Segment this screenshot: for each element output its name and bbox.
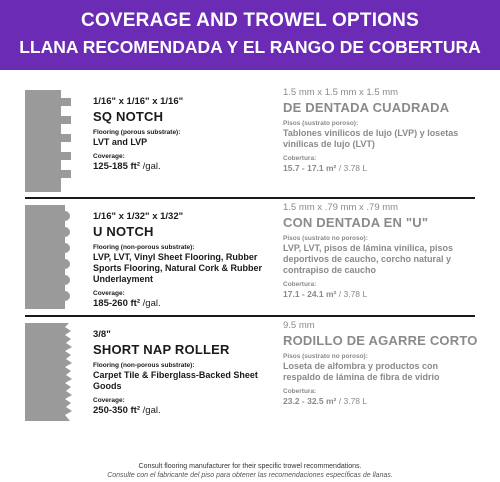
flooring-value-es: LVP, LVT, pisos de lámina vinílica, pisos deportivos de caucho, corcho natural y contrapiso de caucho: [283, 243, 454, 275]
coverage-unit-es: / 3.78 L: [338, 396, 368, 406]
coverage-value: [93, 298, 283, 309]
spanish-details: [283, 87, 478, 173]
trowel-dimension: 1/16" x 1/32" x 1/32": [93, 211, 184, 222]
trowel-dimension: 3/8": [93, 329, 111, 340]
footer-note: [0, 462, 500, 480]
trowel-name-es: DE DENTADA CUADRADA: [283, 100, 450, 115]
roller-nap-icon: [25, 323, 83, 421]
flooring-value-es: Loseta de alfombra y productos con respaldo de lámina de fibra de vidrio: [283, 361, 440, 382]
coverage-value-es: [283, 396, 478, 406]
coverage-amount: 250-350 ft²: [93, 405, 140, 416]
english-details: [93, 96, 283, 172]
coverage-unit-es: / 3.78 L: [338, 289, 368, 299]
trowel-name-es: CON DENTADA EN "U": [283, 215, 429, 230]
flooring-value: LVP, LVT, Vinyl Sheet Flooring, Rubber Sports Flooring, Natural Cork & Rubber Underlayment: [93, 252, 263, 284]
flooring-value-es: Tablones vinílicos de lujo (LVP) y losetas vinílicas de lujo (LVT): [283, 128, 459, 149]
flooring-label: Flooring (non-porous substrate):: [93, 362, 195, 369]
english-details: [93, 329, 283, 416]
coverage-unit: /gal.: [142, 298, 161, 309]
coverage-amount-es: 23.2 - 32.5 m²: [283, 396, 337, 406]
flooring-label: Flooring (non-porous substrate):: [93, 244, 195, 251]
trowel-name: SHORT NAP ROLLER: [93, 342, 230, 357]
section-short-nap-roller: [25, 315, 478, 420]
coverage-label: Coverage:: [93, 153, 125, 160]
trowel-dimension-es: 1.5 mm x .79 mm x .79 mm: [283, 202, 399, 213]
coverage-value: [93, 405, 283, 416]
section-sq-notch: [25, 82, 475, 192]
header-banner: [0, 0, 500, 70]
coverage-value-es: [283, 289, 478, 299]
english-details: [93, 211, 283, 309]
section-divider: [25, 315, 475, 317]
title-english: COVERAGE AND TROWEL OPTIONS: [81, 10, 419, 31]
flooring-label-es: Pisos (sustrato no poroso):: [283, 353, 368, 360]
flooring-label: Flooring (porous substrate):: [93, 129, 181, 136]
coverage-label: Coverage:: [93, 290, 125, 297]
flooring-label-es: Pisos (sustrato no poroso):: [283, 235, 368, 242]
coverage-amount-es: 17.1 - 24.1 m²: [283, 289, 337, 299]
coverage-amount-es: 15.7 - 17.1 m²: [283, 163, 337, 173]
trowel-dimension-es: 9.5 mm: [283, 320, 315, 331]
coverage-amount: 125-185 ft²: [93, 161, 140, 172]
coverage-label-es: Cobertura:: [283, 155, 317, 162]
trowel-dimension: 1/16" x 1/16" x 1/16": [93, 96, 184, 107]
trowel-name: U NOTCH: [93, 224, 154, 239]
u-notch-trowel-icon: [25, 205, 83, 309]
footer-english: Consult flooring manufacturer for their specific trowel recommendations.: [138, 463, 362, 470]
coverage-label-es: Cobertura:: [283, 388, 317, 395]
flooring-label-es: Pisos (sustrato poroso):: [283, 120, 359, 127]
trowel-dimension-es: 1.5 mm x 1.5 mm x 1.5 mm: [283, 87, 399, 98]
coverage-amount: 185-260 ft²: [93, 298, 140, 309]
section-u-notch: [25, 197, 475, 310]
flooring-value: Carpet Tile & Fiberglass-Backed Sheet Goods: [93, 370, 258, 391]
title-spanish: LLANA RECOMENDADA Y EL RANGO DE COBERTURA: [19, 37, 481, 57]
coverage-label-es: Cobertura:: [283, 281, 317, 288]
coverage-label: Coverage:: [93, 397, 125, 404]
section-divider: [25, 197, 475, 199]
footer-spanish: Consulte con el fabricante del piso para obtener las recomendaciones específicas de llanas.: [107, 472, 393, 479]
coverage-unit: /gal.: [142, 161, 161, 172]
coverage-unit: /gal.: [142, 405, 161, 416]
spanish-details: [283, 202, 478, 299]
coverage-unit-es: / 3.78 L: [338, 163, 368, 173]
trowel-name: SQ NOTCH: [93, 109, 164, 124]
square-notch-trowel-icon: [25, 90, 83, 192]
coverage-value: [93, 161, 283, 172]
coverage-value-es: [283, 163, 478, 173]
spanish-details: [283, 320, 478, 406]
flooring-value: LVT and LVP: [93, 137, 148, 147]
trowel-name-es: RODILLO DE AGARRE CORTO: [283, 333, 478, 348]
